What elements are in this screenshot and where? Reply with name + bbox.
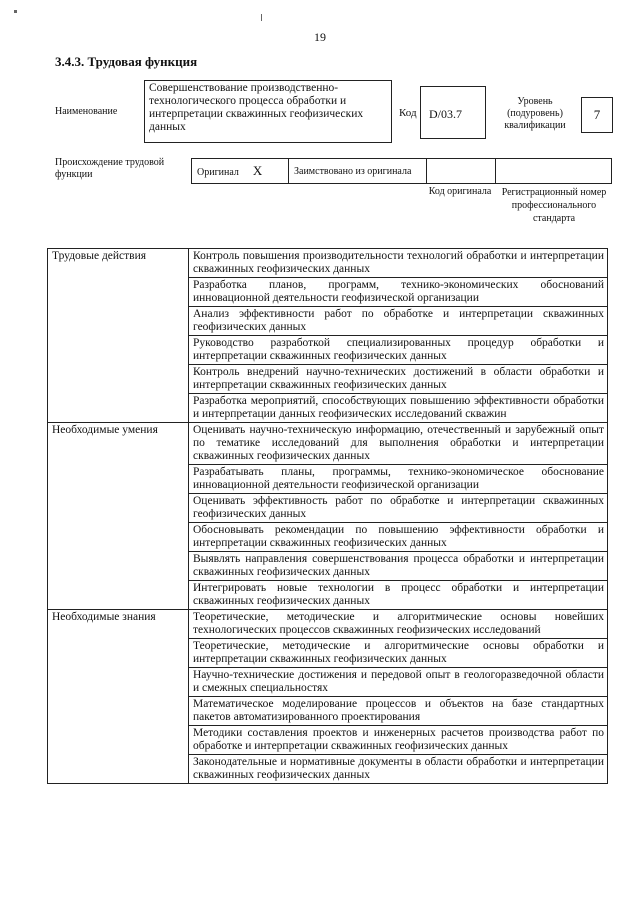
item-cell: Интегрировать новые технологии в процесс обработки и интерпретации скважинных геофизических данных bbox=[189, 581, 608, 610]
name-field: Совершенствование производственно-технологического процесса обработки и интерпретации скважинных геофизических данных bbox=[144, 80, 392, 143]
code-field: D/03.7 bbox=[420, 86, 486, 139]
item-cell: Математическое моделирование процессов и объектов на базе стандартных пакетов автоматизированного проектирования bbox=[189, 697, 608, 726]
level-field: 7 bbox=[581, 97, 613, 133]
item-cell: Разрабатывать планы, программы, технико-экономическое обоснование инновационной деятельности геофизической организации bbox=[189, 465, 608, 494]
item-cell: Оценивать эффективность работ по обработке и интерпретации скважинных геофизических данных bbox=[189, 494, 608, 523]
item-cell: Выявлять направления совершенствования процесса обработки и интерпретации скважинных геофизических данных bbox=[189, 552, 608, 581]
section-title: 3.4.3. Трудовая функция bbox=[55, 54, 198, 69]
item-cell: Теоретические, методические и алгоритмические основы обработки и интерпретации скважинных геофизических данных bbox=[189, 639, 608, 668]
level-label: Уровень (подуровень) квалификации bbox=[504, 96, 566, 131]
table-row bbox=[48, 423, 608, 465]
caption-registration-number: Регистрационный номер профессионального стандарта bbox=[501, 187, 607, 224]
item-cell: Контроль внедрений научно-технических достижений в области обработки и интерпретации скважинных геофизических данных bbox=[189, 365, 608, 394]
name-label: Наименование bbox=[55, 106, 118, 117]
item-cell: Руководство разработкой специализированных процедур обработки и интерпретации скважинных геофизических данных bbox=[189, 336, 608, 365]
item-cell: Теоретические, методические и алгоритмические основы новейших технологических процессов скважинных геофизических исследований bbox=[189, 610, 608, 639]
origin-reg-cell bbox=[496, 159, 612, 184]
origin-table bbox=[191, 158, 612, 184]
item-cell: Методики составления проектов и инженерных расчетов производства работ по обработке и интерпретации скважинных геофизических данных bbox=[189, 726, 608, 755]
code-label: Код bbox=[399, 107, 417, 119]
item-cell: Обосновывать рекомендации по повышению эффективности обработки и интерпретации скважинных геофизических данных bbox=[189, 523, 608, 552]
function-table bbox=[47, 248, 608, 784]
origin-original-cell bbox=[192, 159, 289, 184]
origin-borrowed-label: Заимствовано из оригинала bbox=[289, 159, 427, 184]
category-cell: Трудовые действия bbox=[48, 249, 189, 423]
item-cell: Анализ эффективности работ по обработке и интерпретации скважинных геофизических данных bbox=[189, 307, 608, 336]
origin-original-mark: X bbox=[252, 162, 263, 178]
item-cell: Законодательные и нормативные документы в области обработки и интерпретации скважинных геофизических данных bbox=[189, 755, 608, 784]
item-cell: Оценивать научно-техническую информацию, отечественный и зарубежный опыт по тематике исследований для выполнения обработки и интерпретации скважинных геофизических данных bbox=[189, 423, 608, 465]
category-cell: Необходимые умения bbox=[48, 423, 189, 610]
origin-original-label: Оригинал bbox=[197, 166, 239, 178]
origin-label: Происхождение трудовой функции bbox=[55, 157, 165, 180]
table-row bbox=[48, 610, 608, 639]
item-cell: Контроль повышения производительности технологий обработки и интерпретации скважинных геофизических данных bbox=[189, 249, 608, 278]
origin-code-cell bbox=[427, 159, 496, 184]
item-cell: Разработка планов, программ, технико-экономических обоснований инновационной деятельности геофизической организации bbox=[189, 278, 608, 307]
page-number: 19 bbox=[314, 30, 326, 44]
category-cell: Необходимые знания bbox=[48, 610, 189, 784]
item-cell: Разработка мероприятий, способствующих повышению эффективности обработки и интерпретации данных геофизических исследований скважин bbox=[189, 394, 608, 423]
caption-code-original: Код оригинала bbox=[428, 186, 492, 197]
scan-mark-center bbox=[261, 14, 262, 21]
table-row bbox=[48, 249, 608, 278]
scan-mark-left bbox=[14, 10, 17, 13]
item-cell: Научно-технические достижения и передовой опыт в геологоразведочной области и смежных специальностях bbox=[189, 668, 608, 697]
function-table-body bbox=[48, 249, 608, 784]
